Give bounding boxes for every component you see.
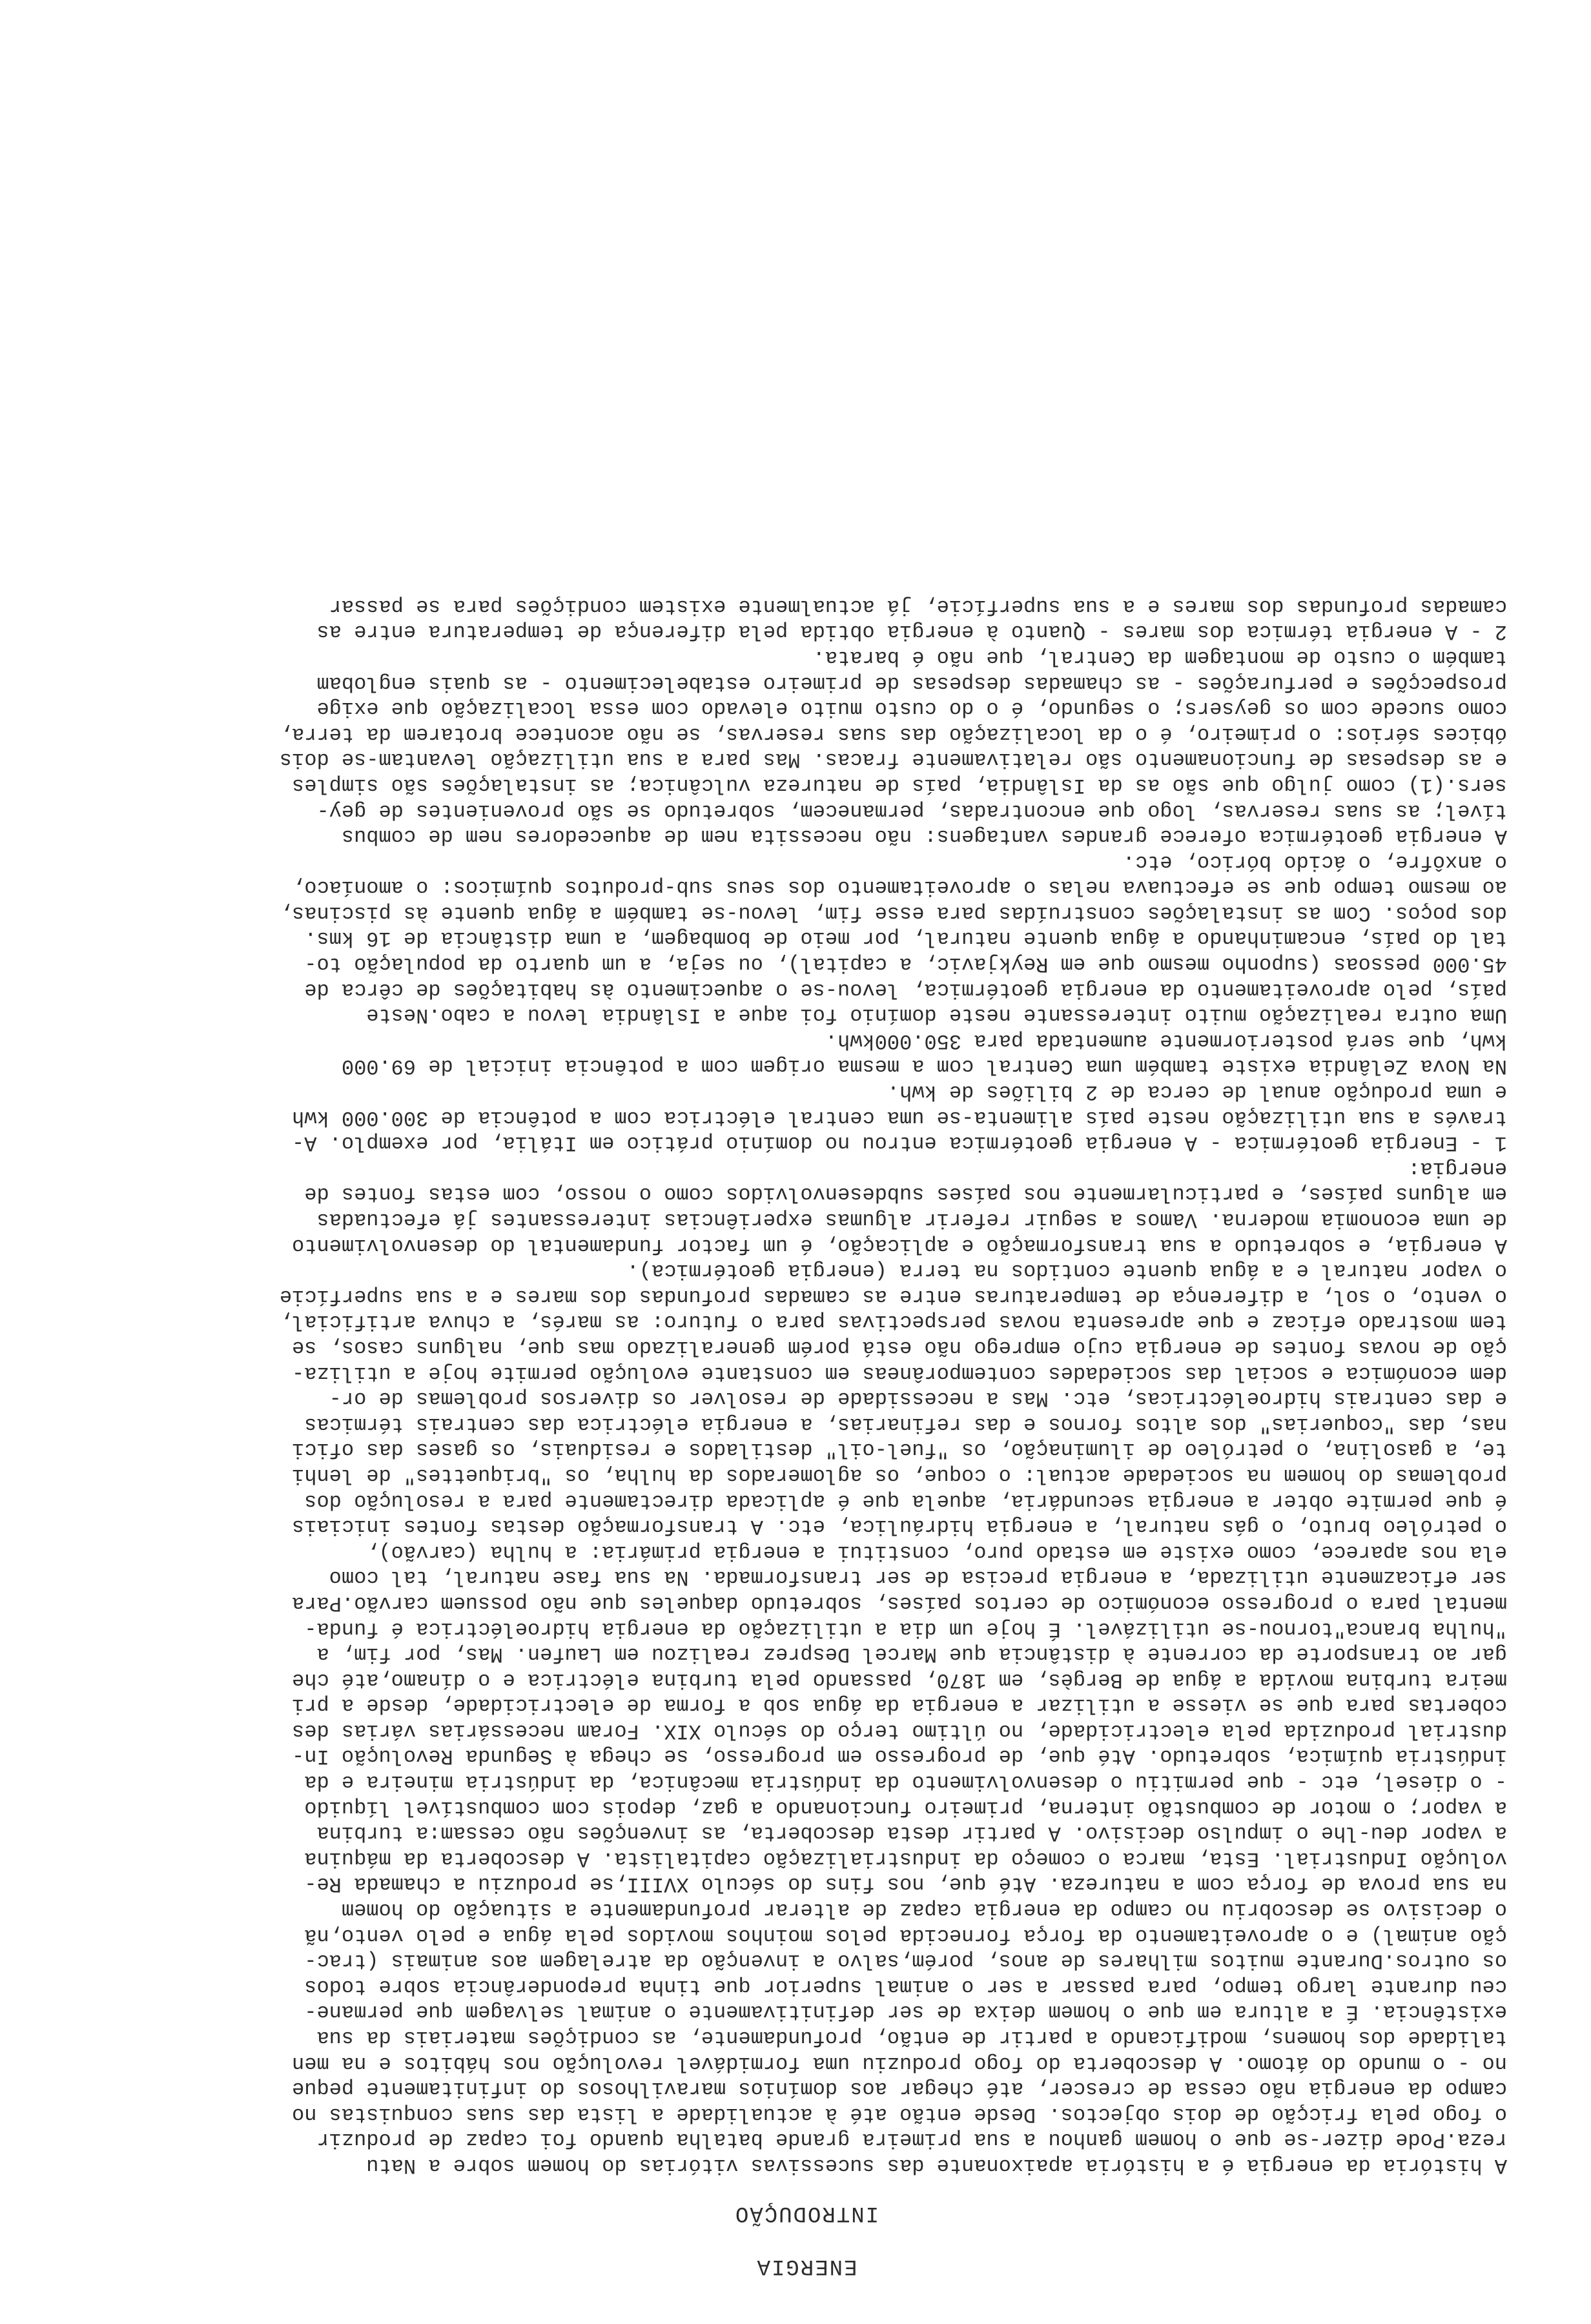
- text-line: "hulha branca"tornou-se utilizável. É hoje um dia a utilização da energia hidroeléctrica é funda-: [304, 1616, 1507, 1641]
- document-title: ENERGIA: [755, 2254, 857, 2278]
- text-line: a vapor; o motor de combustão interna, primeiro funcionando a gaz, depois com combustível líquido: [304, 1795, 1507, 1820]
- text-line: como sucede com os geysers; o segundo, é o do custo muito elevado com essa localização que exige: [316, 697, 1507, 721]
- text-line: problemas do homem na sociedade actual: o coque, os aglomerados da hulha, os "briquettes" de lenhi: [292, 1463, 1507, 1487]
- text-line: ao mesmo tempo que se efectuava nelas o aproveitamento dos seus sub-produtos químicos: o amoníaco,: [292, 875, 1507, 900]
- text-line: os outros.Durante muitos milhares de anos, porém,salvo a invenção da atrelagem aos animais (trac-: [304, 1949, 1507, 1973]
- text-line: prospecções e perfurações - as chamadas despesas de primeiro estabelecimento - as quais englobam: [316, 671, 1507, 695]
- text-line: ceu durante largo tempo, para passar a ser o animal superior que tinha preponderância sobre todos: [304, 1974, 1507, 1999]
- text-line: indústria química, sobretudo. Até que, de progresso em progresso, se chega à Segunda Revolução In-: [292, 1744, 1507, 1769]
- text-line: volução Industrial. Esta, marca o começo da industrialização capitalista. A descoberta da máquina: [304, 1846, 1507, 1871]
- text-line: campo da energia não cessa de crescer, até chegar aos domínios maravilhosos do infinitamente peque: [292, 2077, 1507, 2101]
- text-line: é que permite obter a energia secundária, aquela que é aplicada directamente para a resolução dos: [304, 1489, 1507, 1513]
- text-line: - o diesel, etc - que permitiu o desenvolvimento da indústria mecânica, da indústria mineira e da: [304, 1770, 1507, 1795]
- text-line: meira turbina movida a água de Bergès, em 1870, passando pela turbina eléctrica e o dínamo,até che: [292, 1667, 1507, 1692]
- text-line: Uma outra realização muito interessante neste domínio foi aque a Islândia levou a cabo.Neste: [366, 1003, 1507, 1028]
- text-line: ção animal) e o aproveitamento da força fornecida pelos moinhos movidos pela água e pelo vento,nã: [304, 1923, 1507, 1948]
- text-line: em alguns países, e particularmente nos países subdesenvolvidos como o nosso, com estas fontes de: [304, 1182, 1507, 1207]
- text-line: talidade dos homens, modificando a partir de então, profundamente, as condições materiais da sua: [316, 2026, 1507, 2050]
- text-line: o decisivo se descobriu no campo da energia capaz de alterar profundamente a situação do homem: [341, 1898, 1507, 1922]
- text-line: 45.000 pessoas (suponho mesmo que em Reykjavic, a capital), ou seja, a um quarto da população to-: [304, 952, 1507, 977]
- text-line: e das centrais hidroeléctricas, etc. Mas a necessidade de resolver os diversos problemas de or-: [329, 1387, 1507, 1411]
- text-line: tem mostrado eficaz e que apresenta novas perspectivas para o futuro: as marés, a chuva artificial,: [279, 1310, 1507, 1334]
- text-line: gar ao transporte da corrente à distância que Marcel Desprez realizou em Laufen. Mas, por fim, a: [316, 1642, 1507, 1667]
- text-line: dos poços. Com as instalações construídas para esse fim, levou-se também a água quente às piscinas,: [279, 901, 1507, 925]
- text-line: tível; as suas reservas, logo que encontradas, permanecem, sobretudo se são provenientes de gey-: [316, 799, 1507, 823]
- text-line: e as despesas de funcionamento são relativamente fracas. Mas para a sua utilização levantam-se dois: [279, 748, 1507, 772]
- text-line: cobertas para que se viesse a utilizar a energia da água sob a forma de electricidade, desde a pri: [292, 1693, 1507, 1718]
- text-line: reza.Pode dizer-se que o homem ganhou a sua primeira grande batalha quando foi capaz de produzir: [316, 2128, 1507, 2152]
- text-line: A energia geotérmica oferece grandes vantagens: não necessita nem de aquecedores nem de combus: [341, 824, 1507, 849]
- text-line: o petróleo bruto, o gás natural, a energia hidráulica, etc. A transformação destas fontes iniciais: [292, 1514, 1507, 1539]
- text-line: kwh, que será posteriormente aumentada para 350.000kwh.: [825, 1028, 1507, 1053]
- document-subtitle: INTRODUÇÃO: [734, 2201, 879, 2225]
- text-line: ser eficazmente utilizada, a energia precisa de ser transformada. Na sua fase natural, tal como: [329, 1565, 1507, 1590]
- text-line: tal do país, encaminhando a água quente natural, por meio de bombagem, a uma distância de 16 kms.: [304, 926, 1507, 951]
- text-line: país, pelo aproveitamento da energia geotérmica, levou-se o aquecimento às habitações de cêrca de: [304, 977, 1507, 1002]
- text-line: dem económica e social das sociedades contemporâneas em constante evolução permite hoje a utiliza-: [292, 1361, 1507, 1385]
- text-line: óbices sérios: o primeiro, é o da localização das suas reservas, se não acontece brotarem da terra,: [279, 722, 1507, 746]
- text-line: 1 - Energia geotérmica - A energia geotérmica entrou no domínio prático em Itália, por exemplo. A-: [292, 1131, 1507, 1156]
- document-body: [106, 593, 1507, 2281]
- text-line: ela nos aparece, como existe em estado puro, constitui a energia primária: a hulha (carvão),: [366, 1540, 1507, 1564]
- text-line: A energia, e sobretudo a sua transformação e aplicação, é um factor fundamental do desenvolvimento: [292, 1233, 1507, 1258]
- text-line: o vento, o sol, a diferença de temperaturas entre as camadas profundas dos mares e a sua superfície: [279, 1284, 1507, 1309]
- text-line: existência. É a altura em que o homem deixa de ser definitivamente o animal selvagem que permane-: [304, 2000, 1507, 2024]
- text-line: o fogo pela fricção de dois objectos. Desde então até à actualidade a lista das suas conquistas no: [292, 2102, 1507, 2126]
- text-line: no - o mundo do átomo. A descoberta do fogo produziu uma formidável revolução nos hábitos e na men: [292, 2051, 1507, 2075]
- text-line: te, a gasolina, o petróleo de iluminação, os "fuel-oil" destilados e residuais, os gases das ofici: [292, 1438, 1507, 1462]
- text-line: o vapor natural e a água quente contidos na terra (energia geotérmica).: [626, 1259, 1507, 1283]
- text-line: dustrial produzida pela electricidade, no último terço do século XIX. Foram necessárias várias des: [292, 1718, 1507, 1743]
- text-line: 2 - A energia térmica dos mares - Quanto à energia obtida pela diferença de temperatura entre as: [316, 620, 1507, 644]
- text-line: energia:: [1408, 1156, 1507, 1181]
- text-line: e uma produção anual de cerca de 2 biliões de kwh.: [887, 1080, 1507, 1105]
- text-line: a vapor deu-lhe o impulso decisivo. A partir desta descoberta, as invenções não cessam:a turbina: [316, 1821, 1507, 1846]
- text-line: través a sua utilização neste país alimenta-se uma central eléctrica com a potência de 300.000 kwh: [292, 1105, 1507, 1130]
- text-line: de uma economia moderna. Vamos a seguir referir algumas experiências interessantes já efectuadas: [316, 1208, 1507, 1232]
- text-line: sers.(1) como julgo que são as da Islândia, país de natureza vulcânica; as instalações são simples: [292, 773, 1507, 797]
- text-line: o anxôfre, o ácido bórico, etc.: [1122, 850, 1507, 874]
- text-line: também o custo de montagem da Central, que não é barata.: [812, 645, 1507, 669]
- text-line: mental para o progresso económico de certos países, sobretudo daqueles que não possuem carvão.Para: [292, 1591, 1507, 1615]
- text-line: camadas profundas dos mares e a sua superfície, já actualmente existem condições para se passar: [329, 594, 1507, 618]
- text-line: Na Nova Zelândia existe também uma Central com a mesma origem com a potência inicial de 69.000: [341, 1054, 1507, 1079]
- text-line: nas, das "coquerias" dos altos fornos e das refinarias, a energia eléctrica das centrais térmicas: [304, 1412, 1507, 1436]
- text-line: na sua prova de força com a natureza. Até que, nos fins do século XVIII,se produziu a chamada Re-: [304, 1872, 1507, 1897]
- text-line: ção de novas fontes de energia cujo emprego não está porém generalizado mas que, nalguns casos, se: [292, 1336, 1507, 1360]
- text-lines: [106, 593, 1507, 2178]
- text-line: A história da energia é a história apaixonante das sucessivas vitórias do homem sobre a Natu: [366, 2154, 1507, 2177]
